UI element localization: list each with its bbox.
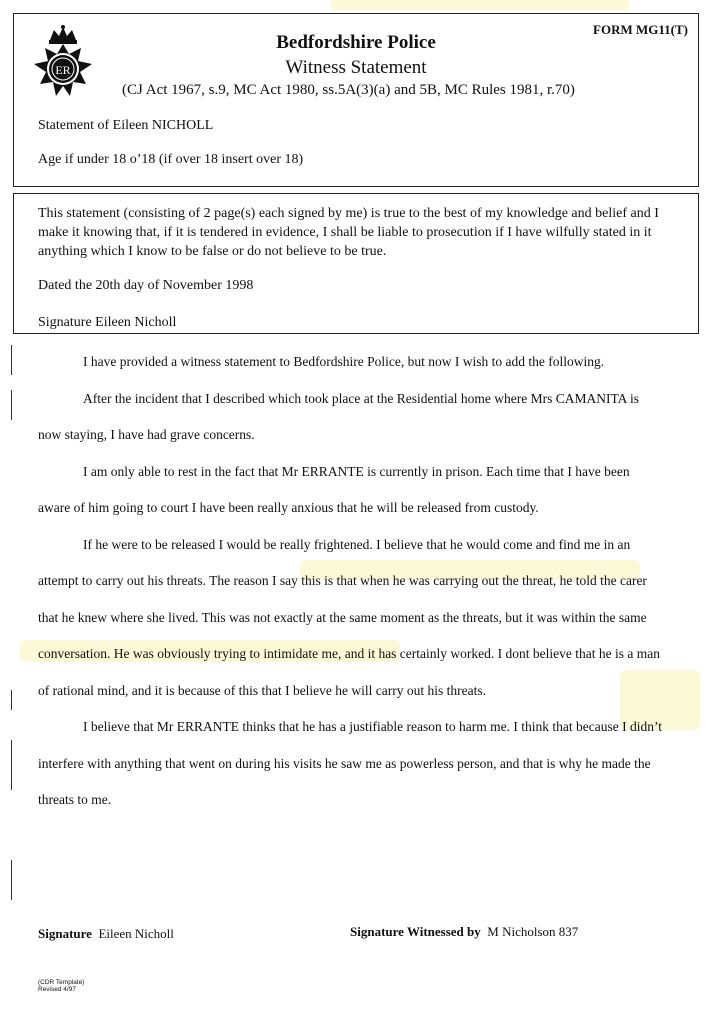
force-name: Bedfordshire Police xyxy=(276,32,436,53)
statement-paragraph: I am only able to rest in the fact that Mr ERRANTE is currently in prison. Each time that I have been aware of him going to court I have been really anxious that he will be released from custody. xyxy=(38,463,630,515)
highlighter-mark xyxy=(330,0,630,10)
declaration-signature: Signature Eileen Nicholl xyxy=(38,315,177,330)
template-line: (CDR Template) xyxy=(38,979,85,986)
margin-line xyxy=(11,860,12,900)
margin-line xyxy=(11,740,12,790)
footer-signature xyxy=(38,926,174,942)
margin-line xyxy=(11,390,12,420)
template-revision: Revised 4/97 xyxy=(38,986,76,993)
legislation-reference: (CJ Act 1967, s.9, MC Act 1980, ss.5A(3)(a) and 5B, MC Rules 1981, r.70) xyxy=(122,82,575,98)
witnessed-name: M Nicholson 837 xyxy=(487,924,579,939)
form-number: FORM MG11(T) xyxy=(593,22,688,37)
statement-paragraph: I believe that Mr ERRANTE thinks that he has a justifiable reason to harm me. I think that because I didn’t interfere with anything that went on during his visits he saw me as powerless person, and that is why he made the threats to me. xyxy=(38,719,662,807)
document-title: Witness Statement xyxy=(285,57,427,78)
signature-label: Signature xyxy=(38,926,92,941)
statement-body xyxy=(38,344,663,819)
template-note xyxy=(38,979,84,993)
margin-line xyxy=(11,345,12,375)
margin-line xyxy=(11,690,12,710)
statement-paragraph: After the incident that I described which took place at the Residential home where Mrs CAMANITA is now staying, I have had grave concerns. xyxy=(38,390,640,442)
footer-witness-signature xyxy=(350,924,578,940)
declaration-text: This statement (consisting of 2 page(s) each signed by me) is true to the best of my knowledge and belief and I make it knowing that, if it is tendered in evidence, I shall be liable to prosecution if I have wilfully stated in it anything which I know to be false or do not believe to be true. xyxy=(38,206,659,259)
age-field: Age if under 18 o’18 (if over 18 insert over 18) xyxy=(38,152,304,167)
statement-of-field: Statement of Eileen NICHOLL xyxy=(38,118,214,133)
signature-name: Eileen Nicholl xyxy=(98,926,174,941)
crest-monogram: ER xyxy=(55,63,71,77)
witnessed-label: Signature Witnessed by xyxy=(350,924,481,939)
statement-paragraph: If he were to be released I would be really frightened. I believe that he would come and find me in an attempt to carry out his threats. The reason I say this is that when he was carrying out the threat, he told the carer that he knew where she lived. This was not exactly at the same moment as the threats, but it was within the same conversation. He was obviously trying to intimidate me, and it has certainly worked. I dont believe that he is a man of rational mind, and it is because of this that I believe he will carry out his threats. xyxy=(38,536,660,698)
statement-paragraph: I have provided a witness statement to Bedfordshire Police, but now I wish to add the following. xyxy=(83,354,605,369)
dated-field: Dated the 20th day of November 1998 xyxy=(38,278,254,293)
